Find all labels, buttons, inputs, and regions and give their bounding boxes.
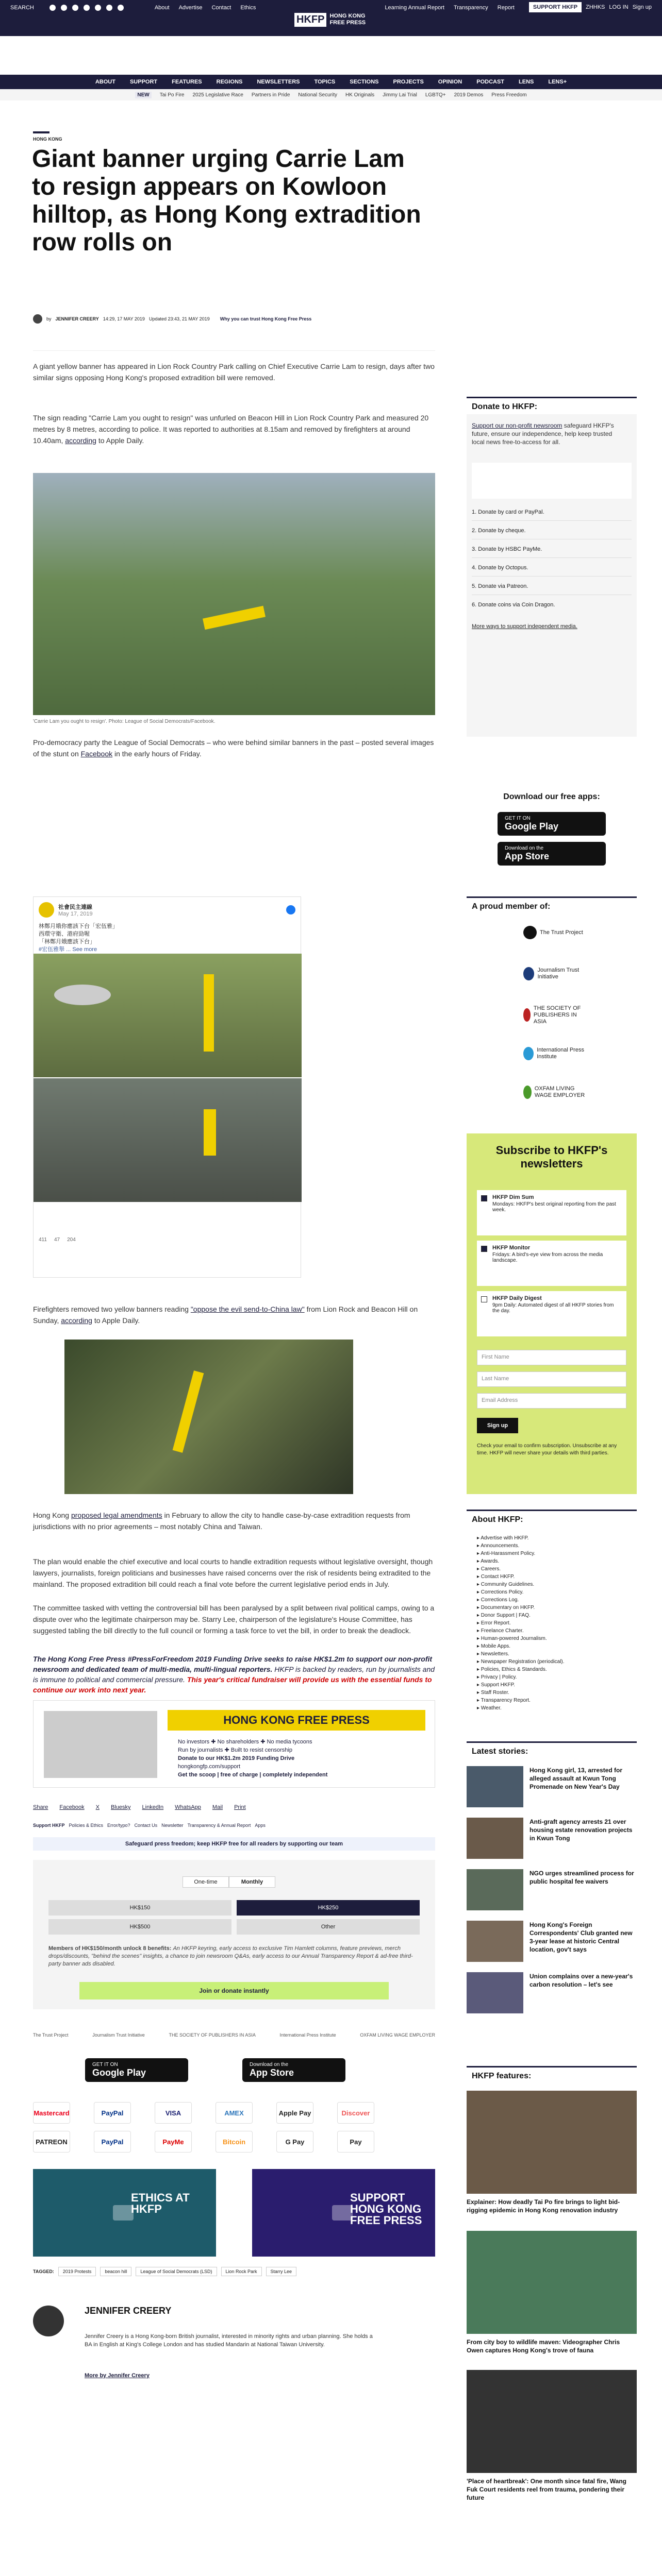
about-link[interactable]: ▸ Freelance Charter. xyxy=(477,1628,524,1634)
author-bio: Jennifer Creery is a Hong Kong-born British journalist, interested in minority rights and urban planning. She holds a BA in English at King's College London and has studied Mandarin at National Taiwan University. xyxy=(85,2333,373,2348)
paragraph: The committee tasked with vetting the controversial bill has been paralysed by a split between rival political camps, owing to a dispute over who the legitimate chairperson may be. Starry Lee, chairperson of the legislature's House Committee, has suggested tabling the bill directly to the full council or forming a task force to vet the bill, in order to break the deadlock. xyxy=(33,1604,435,1635)
jti-logo[interactable]: Journalism Trust Initiative xyxy=(523,963,590,984)
email-field[interactable]: Email Address xyxy=(477,1393,626,1409)
feature-image[interactable] xyxy=(467,2370,637,2473)
video-title: ETHICS AT HKFP xyxy=(131,2191,190,2215)
nav-support[interactable]: SUPPORT xyxy=(129,79,158,85)
tag-link[interactable]: 2019 Protests xyxy=(58,2267,96,2276)
linkedin-icon[interactable] xyxy=(106,5,112,11)
app-store-button[interactable]: Download on the App Store xyxy=(498,842,606,866)
tag-link[interactable]: League of Social Democrats (LSD) xyxy=(136,2267,217,2276)
donate-heading: Donate to HKFP: xyxy=(467,397,637,414)
tag-link[interactable]: beacon hill xyxy=(100,2267,131,2276)
story-thumb[interactable] xyxy=(467,1921,523,1962)
nav-opinion[interactable]: OPINION xyxy=(438,79,462,85)
amendments-link[interactable]: proposed legal amendments xyxy=(71,1511,162,1519)
apple-pay-logo: Apple Pay xyxy=(276,2102,313,2124)
feature-story[interactable]: Explainer: How deadly Tai Po fire brings to light bid-rigging epidemic in Hong Kong renovation industry xyxy=(467,2091,637,2214)
banner-lines: No investors ✚ No shareholders ✚ No media tycoons Run by journalists ✚ Built to resist censorship Donate to our HK$1.2m 2019 Funding Drive hongkongfp.com/support Get the scoop | free of charge | completely independent xyxy=(178,1739,328,1778)
nav-newsletters[interactable]: NEWSLETTERS xyxy=(257,79,300,85)
donate-method[interactable]: 1. Donate by card or PayPal. xyxy=(472,509,544,515)
features-panel xyxy=(467,2066,637,2576)
promo-text: The Hong Kong Free Press #PressForFreedom 2019 Funding Drive seeks to raise HK$1.2m to support our non-profit newsroom and dedicated team of multi-media, multi-lingual reporters. HKFP is backed by readers, run by journalists and is immune to political and commercial pressure. This year's critical fundraiser will provide us with the essential funds to continue our work into next year. xyxy=(33,1655,435,1694)
trust-project-logo[interactable]: The Trust Project xyxy=(523,922,590,943)
trust-link[interactable]: Why you can trust Hong Kong Free Press xyxy=(220,316,312,321)
team-photo xyxy=(44,1711,157,1778)
newsletter-option[interactable]: HKFP Daily Digest 9pm Daily: Automated digest of all HKFP stories from the day. xyxy=(477,1291,626,1336)
apps-panel xyxy=(467,788,637,876)
feature-story[interactable]: 'Place of heartbreak': One month since fatal fire, Wang Fuk Court residents reel from trauma, pondering their future xyxy=(467,2370,637,2502)
tag-link[interactable]: Starry Lee xyxy=(266,2267,297,2276)
google-pay-logo: G Pay xyxy=(276,2131,313,2153)
payment-logos xyxy=(33,2102,435,2159)
about-link[interactable]: ▸ Corrections Log. xyxy=(477,1597,519,1603)
video-title: SUPPORT HONG KONG FREE PRESS xyxy=(350,2191,422,2227)
author-avatar xyxy=(33,2306,64,2336)
photo-caption: 'Carrie Lam you ought to resign'. Photo: League of Social Democrats/Facebook. xyxy=(33,719,216,724)
trending-item[interactable]: LGBTQ+ xyxy=(425,92,446,98)
instagram-icon[interactable] xyxy=(72,5,78,11)
signup-link[interactable]: Sign up xyxy=(632,4,652,10)
quote-link[interactable]: "oppose the evil send-to-China law" xyxy=(190,1305,305,1313)
donate-widget xyxy=(33,1860,435,2009)
amount-option[interactable]: Other xyxy=(237,1919,420,1935)
apple-pay-logo: Pay xyxy=(337,2131,374,2153)
page-avatar xyxy=(39,902,54,918)
fb-text: 林鄭月娥你應該下台「宏伍雅」 xyxy=(39,923,118,929)
donate-button[interactable]: Join or donate instantly xyxy=(79,1982,389,1999)
story-thumb[interactable] xyxy=(467,1869,523,1910)
support-links xyxy=(33,1823,266,1828)
facebook-icon[interactable] xyxy=(49,5,56,11)
banner-title: HONG KONG FREE PRESS xyxy=(168,1710,425,1731)
yellow-banner xyxy=(204,974,214,1052)
about-link[interactable]: ▸ Human-powered Journalism. xyxy=(477,1636,547,1641)
about-link[interactable]: ▸ Error Report. xyxy=(477,1620,511,1626)
paragraph: Firefighters removed two yellow banners reading "oppose the evil send-to-China law" from Lion Rock and Beacon Hill on Sunday, according to Apple Daily. xyxy=(33,1305,418,1325)
latest-panel xyxy=(467,1741,637,2050)
sopa-logo[interactable]: THE SOCIETY OF PUBLISHERS IN ASIA xyxy=(169,2032,256,2038)
paypal-logo: PayPal xyxy=(94,2131,131,2153)
threads-icon[interactable] xyxy=(84,5,90,11)
checkbox[interactable] xyxy=(481,1246,487,1252)
divider xyxy=(472,557,632,558)
paypal-logo: PayPal xyxy=(94,2102,131,2124)
trending-item[interactable]: Jimmy Lai Trial xyxy=(383,92,417,98)
mastercard-logo: Mastercard xyxy=(33,2102,70,2124)
google-play-button[interactable]: GET IT ON Google Play xyxy=(85,2058,188,2082)
oxfam-logo[interactable]: OXFAM LIVING WAGE EMPLOYER xyxy=(523,1082,590,1103)
nav-regions[interactable]: REGIONS xyxy=(216,79,243,85)
donate-method[interactable]: 4. Donate by Octopus. xyxy=(472,565,528,571)
latest-story[interactable]: Hong Kong girl, 13, arrested for alleged assault at Kwun Tong Promenade on New Year's Day xyxy=(467,1766,637,1818)
contact-link[interactable]: Contact Us xyxy=(134,1823,158,1828)
feature-image[interactable] xyxy=(467,2091,637,2194)
author-name[interactable]: JENNIFER CREERY xyxy=(85,2306,172,2316)
annual-report-link[interactable]: Learning Annual Report xyxy=(385,5,444,11)
last-name-field[interactable]: Last Name xyxy=(477,1371,626,1387)
tab-monthly[interactable]: Monthly xyxy=(229,1876,275,1888)
donate-payment-icons xyxy=(472,463,632,499)
nav-projects[interactable]: PROJECTS xyxy=(393,79,424,85)
section-label[interactable]: HONG KONG xyxy=(33,137,62,142)
search-link[interactable]: SEARCH xyxy=(10,5,34,11)
fb-page-name[interactable]: 社會民主連線 xyxy=(58,904,92,910)
latest-story[interactable]: NGO urges streamlined process for public hospital fee waivers xyxy=(467,1869,637,1921)
about-link[interactable]: ▸ Awards. xyxy=(477,1558,500,1564)
oxfam-logo[interactable]: OXFAM LIVING WAGE EMPLOYER xyxy=(360,2032,435,2038)
play-icon xyxy=(113,2205,134,2221)
facebook-link[interactable]: Facebook xyxy=(80,750,113,758)
app-store-button[interactable]: Download on the App Store xyxy=(242,2058,345,2082)
divider xyxy=(33,350,435,351)
apps-link[interactable]: Apps xyxy=(255,1823,266,1828)
about-link[interactable]: ▸ Privacy | Policy. xyxy=(477,1674,517,1680)
about-link[interactable]: ▸ Transparency Report. xyxy=(477,1698,531,1703)
donate-intro: Support our non-profit newsroom safeguard HKFP's future, ensure our independence, help keep trusted local news free-to-access for all. xyxy=(472,422,614,446)
according-link[interactable]: according xyxy=(61,1316,92,1325)
paragraph: Pro-democracy party the League of Social Democrats – who were behind similar banners in the past – posted several images of the stunt on Facebook in the early hours of Friday. xyxy=(33,738,434,758)
share-facebook[interactable]: Facebook xyxy=(59,1804,85,1810)
error-link[interactable]: Error/typo? xyxy=(107,1823,130,1828)
trending-item[interactable]: National Security xyxy=(298,92,337,98)
ipi-logo[interactable]: International Press Institute xyxy=(523,1043,590,1064)
about-link[interactable]: ▸ Newspaper Registration (periodical). xyxy=(477,1659,565,1665)
nav-lens-plus[interactable]: LENS+ xyxy=(548,79,567,85)
paragraph: A giant yellow banner has appeared in Lion Rock Country Park calling on Chief Executive Carrie Lam to resign, days after two similar signs opposing Hong Kong's proposed extradition bill were removed. xyxy=(33,362,435,382)
nav-topics[interactable]: TOPICS xyxy=(314,79,336,85)
donate-method[interactable]: 6. Donate coins via Coin Dragon. xyxy=(472,602,555,608)
nav-features[interactable]: FEATURES xyxy=(172,79,202,85)
features-heading: HKFP features: xyxy=(467,2066,637,2083)
latest-story[interactable]: Union complains over a new-year's carbon resolution – let's see xyxy=(467,1972,637,2024)
latest-story[interactable]: Anti-graft agency arrests 21 over housing estate renovation projects in Kwun Tong xyxy=(467,1818,637,1869)
checkbox[interactable] xyxy=(481,1195,487,1201)
hkfp-logo[interactable] xyxy=(291,5,374,34)
support-hkfp-button[interactable]: SUPPORT HKFP xyxy=(529,2,582,12)
about-link[interactable]: ▸ Donor Support | FAQ. xyxy=(477,1613,531,1618)
according-link[interactable]: according xyxy=(65,436,96,445)
author-avatar xyxy=(33,314,42,324)
transparency-link[interactable]: Transparency xyxy=(453,5,488,11)
first-name-field[interactable]: First Name xyxy=(477,1350,626,1365)
about-link[interactable]: ▸ Policies, Ethics & Standards. xyxy=(477,1667,547,1672)
about-link[interactable]: ▸ Community Guidelines. xyxy=(477,1582,535,1587)
amount-option[interactable]: HK$250 xyxy=(237,1900,420,1916)
visa-logo: VISA xyxy=(155,2102,192,2124)
play-icon xyxy=(332,2205,353,2221)
advertise-link[interactable]: Advertise xyxy=(178,5,203,11)
about-link[interactable]: ▸ Announcements. xyxy=(477,1543,520,1549)
jti-logo[interactable]: Journalism Trust Initiative xyxy=(92,2032,145,2038)
ethics-link[interactable]: Ethics xyxy=(240,5,256,11)
about-link[interactable]: ▸ Careers. xyxy=(477,1566,501,1572)
ipi-logo[interactable]: International Press Institute xyxy=(279,2032,336,2038)
story-thumb[interactable] xyxy=(467,1972,523,2013)
donate-method[interactable]: 5. Donate via Patreon. xyxy=(472,583,528,589)
checkbox[interactable] xyxy=(481,1296,487,1302)
fb-likes: 411 xyxy=(39,1237,47,1243)
patreon-logo: PATREON xyxy=(33,2131,70,2153)
youtube-icon[interactable] xyxy=(95,5,101,11)
nav-sections[interactable]: SECTIONS xyxy=(350,79,379,85)
divider xyxy=(472,520,632,521)
tags-row xyxy=(33,2267,296,2276)
about-link[interactable]: ▸ Mobile Apps. xyxy=(477,1643,511,1649)
more-by-author-link[interactable]: More by Jennifer Creery xyxy=(85,2372,150,2379)
byline xyxy=(33,314,311,324)
telegram-icon[interactable] xyxy=(118,5,124,11)
author-link[interactable]: JENNIFER CREERY xyxy=(55,316,99,321)
share-mail[interactable]: Mail xyxy=(212,1804,223,1810)
publish-date: 14:29, 17 MAY 2019 xyxy=(103,316,145,321)
about-link[interactable]: ▸ Corrections Policy. xyxy=(477,1589,524,1595)
story-thumb[interactable] xyxy=(467,1818,523,1859)
story-thumb[interactable] xyxy=(467,1766,523,1807)
nav-lens[interactable]: LENS xyxy=(519,79,534,85)
fb-image[interactable] xyxy=(34,1078,302,1202)
about-heading: About HKFP: xyxy=(467,1510,637,1527)
tags-label: TAGGED: xyxy=(33,2269,54,2274)
donate-intro-link[interactable]: Support our non-profit newsroom xyxy=(472,422,562,429)
donate-method[interactable]: 3. Donate by HSBC PayMe. xyxy=(472,546,542,552)
latest-story[interactable]: Hong Kong's Foreign Correspondents' Club granted new 3-year lease at historic Central location, gov't says xyxy=(467,1921,637,1972)
article-title: Giant banner urging Carrie Lam to resign appears on Kowloon hilltop, as Hong Kong extradition row rolls on xyxy=(32,145,421,256)
yellow-banner xyxy=(173,1370,204,1453)
member-logos-row xyxy=(33,2025,435,2045)
trending-item[interactable]: Tai Po Fire xyxy=(159,92,185,98)
logo-text: HONG KONG FREE PRESS xyxy=(329,13,366,26)
members-panel xyxy=(467,896,637,1123)
share-x[interactable]: X xyxy=(95,1804,100,1810)
trust-project-logo[interactable]: The Trust Project xyxy=(33,2032,69,2038)
trending-item[interactable]: 2025 Legislative Race xyxy=(192,92,243,98)
nav-podcast[interactable]: PODCAST xyxy=(476,79,505,85)
hill-photo xyxy=(64,1340,353,1494)
about-panel xyxy=(467,1510,637,1726)
discover-logo: Discover xyxy=(337,2102,374,2124)
sopa-logo[interactable]: THE SOCIETY OF PUBLISHERS IN ASIA xyxy=(523,1005,590,1025)
newsletter-link[interactable]: Newsletter xyxy=(161,1823,184,1828)
social-icons xyxy=(49,5,124,11)
policies-link[interactable]: Policies & Ethics xyxy=(69,1823,104,1828)
tag-link[interactable]: Lion Rock Park xyxy=(221,2267,262,2276)
about-link[interactable]: ▸ Support HKFP. xyxy=(477,1682,515,1688)
about-link[interactable]: ▸ Staff Roster. xyxy=(477,1690,509,1696)
bitcoin-logo: Bitcoin xyxy=(216,2131,253,2153)
fb-shares: 204 xyxy=(67,1237,76,1243)
member-benefits: Members of HK$150/month unlock 8 benefits: An HKFP keyring, early access to exclusive Tim Hamlett columns, feature previews, merch drops/discounts, "behind the scenes" insights, a chance to join newsroom Q&As, early access to our Annual Transparency Report & ad-free third-party banner ads disabled. xyxy=(48,1945,413,1967)
donate-method[interactable]: 2. Donate by cheque. xyxy=(472,528,526,534)
payme-logo: PayMe xyxy=(155,2131,192,2153)
funding-banner[interactable] xyxy=(33,1700,435,1788)
banner-photo xyxy=(33,473,435,715)
about-link[interactable]: ▸ Advertise with HKFP. xyxy=(477,1535,529,1541)
share-label: Share xyxy=(33,1804,48,1810)
more-ways-link[interactable]: More ways to support independent media. xyxy=(472,623,577,630)
main-nav xyxy=(0,75,662,89)
share-bar xyxy=(33,1804,246,1810)
nav-about[interactable]: ABOUT xyxy=(95,79,115,85)
author-box xyxy=(33,2306,435,2388)
trending-bar xyxy=(0,89,662,100)
login-link[interactable]: LOG IN xyxy=(609,4,628,10)
trending-item[interactable]: Partners in Pride xyxy=(251,92,290,98)
amount-option[interactable]: HK$150 xyxy=(48,1900,231,1916)
paragraph: The plan would enable the chief executive and local courts to handle extradition requests without legislative oversight, though lawyers, journalists, foreign politicians and businesses have raised concerns over the risk of residents being extradited to the mainland. The proposed extradition bill could reach a final vote before the current legislative period ends in July. xyxy=(33,1557,433,1588)
logo-mark: HKFP xyxy=(294,13,326,27)
divider xyxy=(472,576,632,577)
latest-heading: Latest stories: xyxy=(467,1741,637,1759)
google-play-button[interactable]: GET IT ON Google Play xyxy=(498,812,606,836)
ethics-video[interactable] xyxy=(33,2169,216,2257)
report-link[interactable]: Report xyxy=(497,5,515,11)
newsletter-note: Check your email to confirm subscription. Unsubscribe at any time. HKFP will never share your details with third parties. xyxy=(477,1443,617,1456)
fb-image[interactable] xyxy=(34,954,302,1077)
yellow-banner xyxy=(203,606,266,630)
tab-one-time[interactable]: One-time xyxy=(183,1876,229,1888)
fb-text: 西環守衛、港府勁喔 xyxy=(39,931,90,937)
share-print[interactable]: Print xyxy=(234,1804,246,1810)
donate-panel xyxy=(467,397,637,737)
fb-date: May 17, 2019 xyxy=(58,911,93,917)
support-link[interactable]: Support HKFP xyxy=(33,1823,65,1828)
trending-label: NEW xyxy=(135,92,151,98)
fb-see-more[interactable]: #宏伍雅舉 ... See more xyxy=(39,946,97,953)
section-rule xyxy=(33,131,49,133)
share-whatsapp[interactable]: WhatsApp xyxy=(175,1804,201,1810)
about-link[interactable]: ▸ Weather. xyxy=(477,1705,502,1711)
about-link[interactable]: ▸ Anti-Harassment Policy. xyxy=(477,1551,536,1556)
trending-item[interactable]: 2019 Demos xyxy=(454,92,484,98)
contact-link[interactable]: Contact xyxy=(211,5,231,11)
about-link[interactable]: About xyxy=(154,5,170,11)
about-list xyxy=(477,1534,565,1712)
x-icon[interactable] xyxy=(61,5,67,11)
share-linkedin[interactable]: LinkedIn xyxy=(142,1804,164,1810)
lang-switch[interactable]: ZHHKS xyxy=(586,4,605,10)
newsletter-option[interactable]: HKFP Dim Sum Mondays: HKFP's best original reporting from the past week. xyxy=(477,1190,626,1235)
about-link[interactable]: ▸ Contact HKFP. xyxy=(477,1574,515,1580)
fb-reactions xyxy=(39,1237,76,1243)
paragraph: The sign reading "Carrie Lam you ought to resign" was unfurled on Beacon Hill in Lion Rock Country Park and measured 20 metres by 8 metres, according to police. It was reported to authorities at 8.15am and removed by firefighters at around 10.40am, according to Apple Daily. xyxy=(33,414,429,445)
apps-heading: Download our free apps: xyxy=(467,788,637,806)
trending-item[interactable]: HK Originals xyxy=(345,92,375,98)
about-link[interactable]: ▸ Documentary on HKFP. xyxy=(477,1605,535,1611)
byline-prefix: by xyxy=(46,316,52,321)
newsletter-panel xyxy=(467,1133,637,1494)
about-link[interactable]: ▸ Newsletters. xyxy=(477,1651,509,1657)
paragraph: Hong Kong proposed legal amendments in February to allow the city to handle case-by-case extradition requests from jurisdictions with no prior agreements – most notably China and Taiwan. xyxy=(33,1511,410,1531)
fb-comments: 47 xyxy=(54,1237,60,1243)
yellow-banner xyxy=(204,1109,216,1156)
transparency-link[interactable]: Transparency & Annual Report xyxy=(187,1823,251,1828)
feature-story[interactable]: From city boy to wildlife maven: Videographer Chris Owen captures Hong Kong's trove of fauna xyxy=(467,2231,637,2354)
members-heading: A proud member of: xyxy=(467,896,637,914)
newsletter-option[interactable]: HKFP Monitor Fridays: A bird's-eye view from across the media landscape. xyxy=(477,1241,626,1286)
updated-date: Updated 23:43, 21 MAY 2019 xyxy=(148,316,210,321)
safeguard-bar[interactable]: Safeguard press freedom; keep HKFP free for all readers by supporting our team xyxy=(33,1837,435,1851)
signup-button[interactable]: Sign up xyxy=(477,1418,518,1433)
share-bluesky[interactable]: Bluesky xyxy=(111,1804,131,1810)
facebook-icon xyxy=(286,905,295,914)
facebook-embed[interactable] xyxy=(33,896,301,1278)
feature-image[interactable] xyxy=(467,2231,637,2334)
newsletter-heading: Subscribe to HKFP's newsletters xyxy=(495,1144,608,1170)
amex-logo: AMEX xyxy=(216,2102,253,2124)
support-video[interactable] xyxy=(252,2169,435,2257)
trending-item[interactable]: Press Freedom xyxy=(491,92,527,98)
amount-option[interactable]: HK$500 xyxy=(48,1919,231,1935)
fb-text: 「林鄭月娥應該下台」 xyxy=(39,939,95,945)
saucer-shape xyxy=(54,985,111,1005)
